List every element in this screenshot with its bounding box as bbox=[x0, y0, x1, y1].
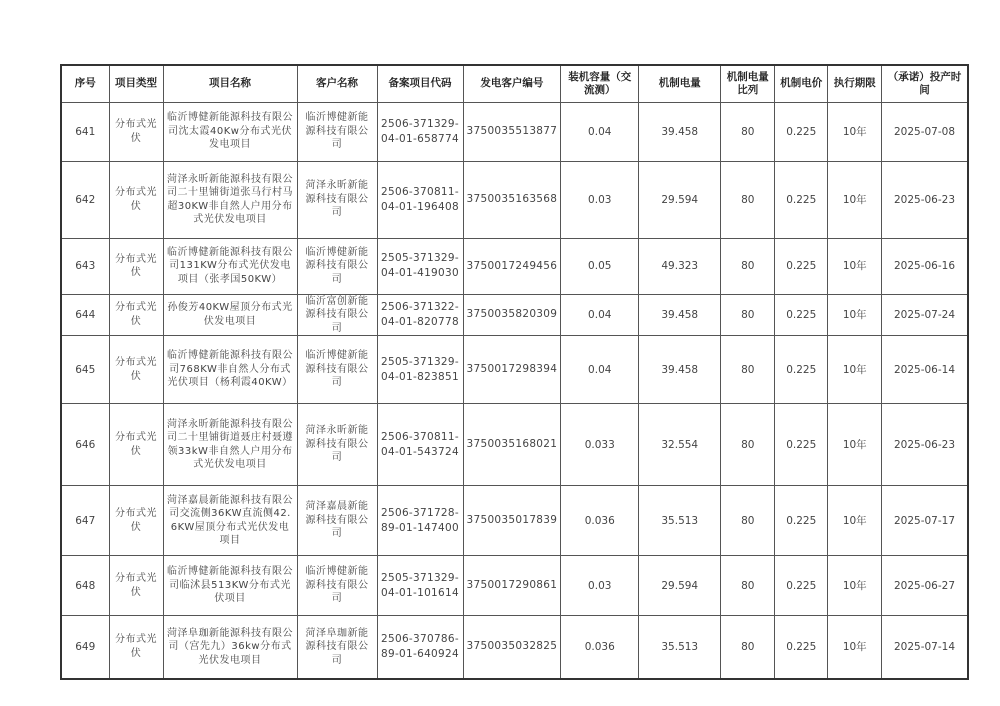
cell-filing-code: 2506-370811-04-01-543724 bbox=[377, 404, 463, 486]
project-table bbox=[60, 64, 969, 680]
cell-index: 644 bbox=[61, 294, 109, 336]
cell-type: 分布式光伏 bbox=[109, 404, 163, 486]
cell-mech-price: 0.225 bbox=[775, 556, 828, 616]
cell-mech-price: 0.225 bbox=[775, 486, 828, 556]
cell-type: 分布式光伏 bbox=[109, 336, 163, 404]
header-row bbox=[61, 65, 968, 102]
cell-customer-no: 3750017298394 bbox=[463, 336, 561, 404]
cell-project-name: 菏泽永昕新能源科技有限公司二十里铺街道聂庄村聂遵领33kW非自然人户用分布式光伏发电项目 bbox=[163, 404, 297, 486]
cell-index: 641 bbox=[61, 102, 109, 161]
col-header-commission-date: （承诺）投产时间 bbox=[882, 65, 968, 102]
col-header-mech-energy: 机制电量 bbox=[639, 65, 721, 102]
cell-type: 分布式光伏 bbox=[109, 486, 163, 556]
cell-customer: 临沂博健新能源科技有限公司 bbox=[297, 556, 377, 616]
cell-type: 分布式光伏 bbox=[109, 616, 163, 679]
table-row bbox=[61, 556, 968, 616]
cell-type: 分布式光伏 bbox=[109, 238, 163, 294]
cell-mech-energy: 39.458 bbox=[639, 294, 721, 336]
cell-filing-code: 2506-370811-04-01-196408 bbox=[377, 161, 463, 238]
table-row bbox=[61, 404, 968, 486]
cell-index: 648 bbox=[61, 556, 109, 616]
cell-mech-ratio: 80 bbox=[721, 336, 775, 404]
cell-customer: 菏泽嘉晨新能源科技有限公司 bbox=[297, 486, 377, 556]
cell-customer: 临沂博健新能源科技有限公司 bbox=[297, 238, 377, 294]
cell-capacity: 0.03 bbox=[561, 556, 639, 616]
cell-mech-energy: 35.513 bbox=[639, 616, 721, 679]
cell-capacity: 0.036 bbox=[561, 616, 639, 679]
cell-commission-date: 2025-06-23 bbox=[882, 404, 968, 486]
cell-mech-ratio: 80 bbox=[721, 556, 775, 616]
table-row bbox=[61, 161, 968, 238]
cell-filing-code: 2505-371329-04-01-419030 bbox=[377, 238, 463, 294]
cell-type: 分布式光伏 bbox=[109, 294, 163, 336]
table-row bbox=[61, 238, 968, 294]
cell-project-name: 孙俊芳40KW屋顶分布式光伏发电项目 bbox=[163, 294, 297, 336]
cell-type: 分布式光伏 bbox=[109, 161, 163, 238]
cell-commission-date: 2025-06-14 bbox=[882, 336, 968, 404]
cell-mech-price: 0.225 bbox=[775, 102, 828, 161]
cell-type: 分布式光伏 bbox=[109, 556, 163, 616]
cell-customer-no: 3750017249456 bbox=[463, 238, 561, 294]
cell-project-name: 临沂博健新能源科技有限公司沈太霞40Kw分布式光伏发电项目 bbox=[163, 102, 297, 161]
cell-mech-energy: 29.594 bbox=[639, 161, 721, 238]
cell-mech-ratio: 80 bbox=[721, 486, 775, 556]
cell-capacity: 0.03 bbox=[561, 161, 639, 238]
cell-commission-date: 2025-06-27 bbox=[882, 556, 968, 616]
cell-filing-code: 2506-371322-04-01-820778 bbox=[377, 294, 463, 336]
cell-commission-date: 2025-07-14 bbox=[882, 616, 968, 679]
cell-capacity: 0.033 bbox=[561, 404, 639, 486]
cell-project-name: 菏泽永昕新能源科技有限公司二十里铺街道张马行村马超30KW非自然人户用分布式光伏发电项目 bbox=[163, 161, 297, 238]
cell-customer: 菏泽阜珈新能源科技有限公司 bbox=[297, 616, 377, 679]
cell-term: 10年 bbox=[828, 294, 882, 336]
cell-mech-price: 0.225 bbox=[775, 336, 828, 404]
cell-mech-energy: 39.458 bbox=[639, 336, 721, 404]
cell-index: 646 bbox=[61, 404, 109, 486]
cell-commission-date: 2025-07-17 bbox=[882, 486, 968, 556]
cell-customer-no: 3750035017839 bbox=[463, 486, 561, 556]
cell-customer-no: 3750035168021 bbox=[463, 404, 561, 486]
cell-customer-no: 3750017290861 bbox=[463, 556, 561, 616]
cell-filing-code: 2505-371329-04-01-823851 bbox=[377, 336, 463, 404]
cell-capacity: 0.04 bbox=[561, 294, 639, 336]
cell-commission-date: 2025-07-24 bbox=[882, 294, 968, 336]
cell-mech-ratio: 80 bbox=[721, 616, 775, 679]
table-row bbox=[61, 336, 968, 404]
cell-customer: 菏泽永昕新能源科技有限公司 bbox=[297, 404, 377, 486]
cell-term: 10年 bbox=[828, 336, 882, 404]
cell-index: 643 bbox=[61, 238, 109, 294]
sheet bbox=[60, 64, 969, 680]
col-header-customer-no: 发电客户编号 bbox=[463, 65, 561, 102]
cell-mech-energy: 35.513 bbox=[639, 486, 721, 556]
cell-mech-ratio: 80 bbox=[721, 161, 775, 238]
cell-customer: 菏泽永昕新能源科技有限公司 bbox=[297, 161, 377, 238]
col-header-customer: 客户名称 bbox=[297, 65, 377, 102]
col-header-index: 序号 bbox=[61, 65, 109, 102]
cell-mech-energy: 29.594 bbox=[639, 556, 721, 616]
cell-customer: 临沂博健新能源科技有限公司 bbox=[297, 102, 377, 161]
cell-mech-price: 0.225 bbox=[775, 404, 828, 486]
cell-customer-no: 3750035032825 bbox=[463, 616, 561, 679]
cell-capacity: 0.04 bbox=[561, 102, 639, 161]
cell-mech-energy: 32.554 bbox=[639, 404, 721, 486]
col-header-mech-price: 机制电价 bbox=[775, 65, 828, 102]
cell-term: 10年 bbox=[828, 616, 882, 679]
table-row bbox=[61, 616, 968, 679]
cell-commission-date: 2025-06-16 bbox=[882, 238, 968, 294]
cell-filing-code: 2506-370786-89-01-640924 bbox=[377, 616, 463, 679]
cell-filing-code: 2506-371728-89-01-147400 bbox=[377, 486, 463, 556]
cell-mech-price: 0.225 bbox=[775, 294, 828, 336]
cell-mech-ratio: 80 bbox=[721, 102, 775, 161]
cell-capacity: 0.05 bbox=[561, 238, 639, 294]
cell-term: 10年 bbox=[828, 556, 882, 616]
cell-mech-ratio: 80 bbox=[721, 294, 775, 336]
cell-project-name: 菏泽阜珈新能源科技有限公司（宫先九）36kw分布式光伏发电项目 bbox=[163, 616, 297, 679]
col-header-term: 执行期限 bbox=[828, 65, 882, 102]
cell-term: 10年 bbox=[828, 486, 882, 556]
table-row bbox=[61, 294, 968, 336]
cell-project-name: 临沂博健新能源科技有限公司768KW非自然人分布式光伏项目（杨利霞40KW） bbox=[163, 336, 297, 404]
cell-type: 分布式光伏 bbox=[109, 102, 163, 161]
cell-mech-price: 0.225 bbox=[775, 616, 828, 679]
cell-commission-date: 2025-06-23 bbox=[882, 161, 968, 238]
col-header-type: 项目类型 bbox=[109, 65, 163, 102]
col-header-capacity: 装机容量（交流测） bbox=[561, 65, 639, 102]
cell-capacity: 0.036 bbox=[561, 486, 639, 556]
cell-customer-no: 3750035163568 bbox=[463, 161, 561, 238]
table-row bbox=[61, 102, 968, 161]
col-header-project-name: 项目名称 bbox=[163, 65, 297, 102]
cell-term: 10年 bbox=[828, 238, 882, 294]
cell-mech-price: 0.225 bbox=[775, 238, 828, 294]
cell-mech-ratio: 80 bbox=[721, 404, 775, 486]
cell-filing-code: 2505-371329-04-01-101614 bbox=[377, 556, 463, 616]
cell-customer-no: 3750035513877 bbox=[463, 102, 561, 161]
table-row bbox=[61, 486, 968, 556]
cell-customer: 临沂博健新能源科技有限公司 bbox=[297, 336, 377, 404]
cell-project-name: 临沂博健新能源科技有限公司131KW分布式光伏发电项目（张孝国50KW） bbox=[163, 238, 297, 294]
col-header-filing-code: 备案项目代码 bbox=[377, 65, 463, 102]
cell-term: 10年 bbox=[828, 404, 882, 486]
cell-mech-ratio: 80 bbox=[721, 238, 775, 294]
cell-index: 647 bbox=[61, 486, 109, 556]
cell-customer: 临沂富创新能源科技有限公司 bbox=[297, 294, 377, 336]
cell-mech-energy: 39.458 bbox=[639, 102, 721, 161]
cell-project-name: 临沂博健新能源科技有限公司临沭县513KW分布式光伏项目 bbox=[163, 556, 297, 616]
cell-index: 649 bbox=[61, 616, 109, 679]
cell-customer-no: 3750035820309 bbox=[463, 294, 561, 336]
cell-project-name: 菏泽嘉晨新能源科技有限公司交流侧36KW直流侧42.6KW屋顶分布式光伏发电项目 bbox=[163, 486, 297, 556]
cell-mech-price: 0.225 bbox=[775, 161, 828, 238]
cell-capacity: 0.04 bbox=[561, 336, 639, 404]
cell-commission-date: 2025-07-08 bbox=[882, 102, 968, 161]
cell-mech-energy: 49.323 bbox=[639, 238, 721, 294]
col-header-mech-ratio: 机制电量比列 bbox=[721, 65, 775, 102]
cell-filing-code: 2506-371329-04-01-658774 bbox=[377, 102, 463, 161]
cell-index: 645 bbox=[61, 336, 109, 404]
cell-term: 10年 bbox=[828, 161, 882, 238]
cell-term: 10年 bbox=[828, 102, 882, 161]
cell-index: 642 bbox=[61, 161, 109, 238]
